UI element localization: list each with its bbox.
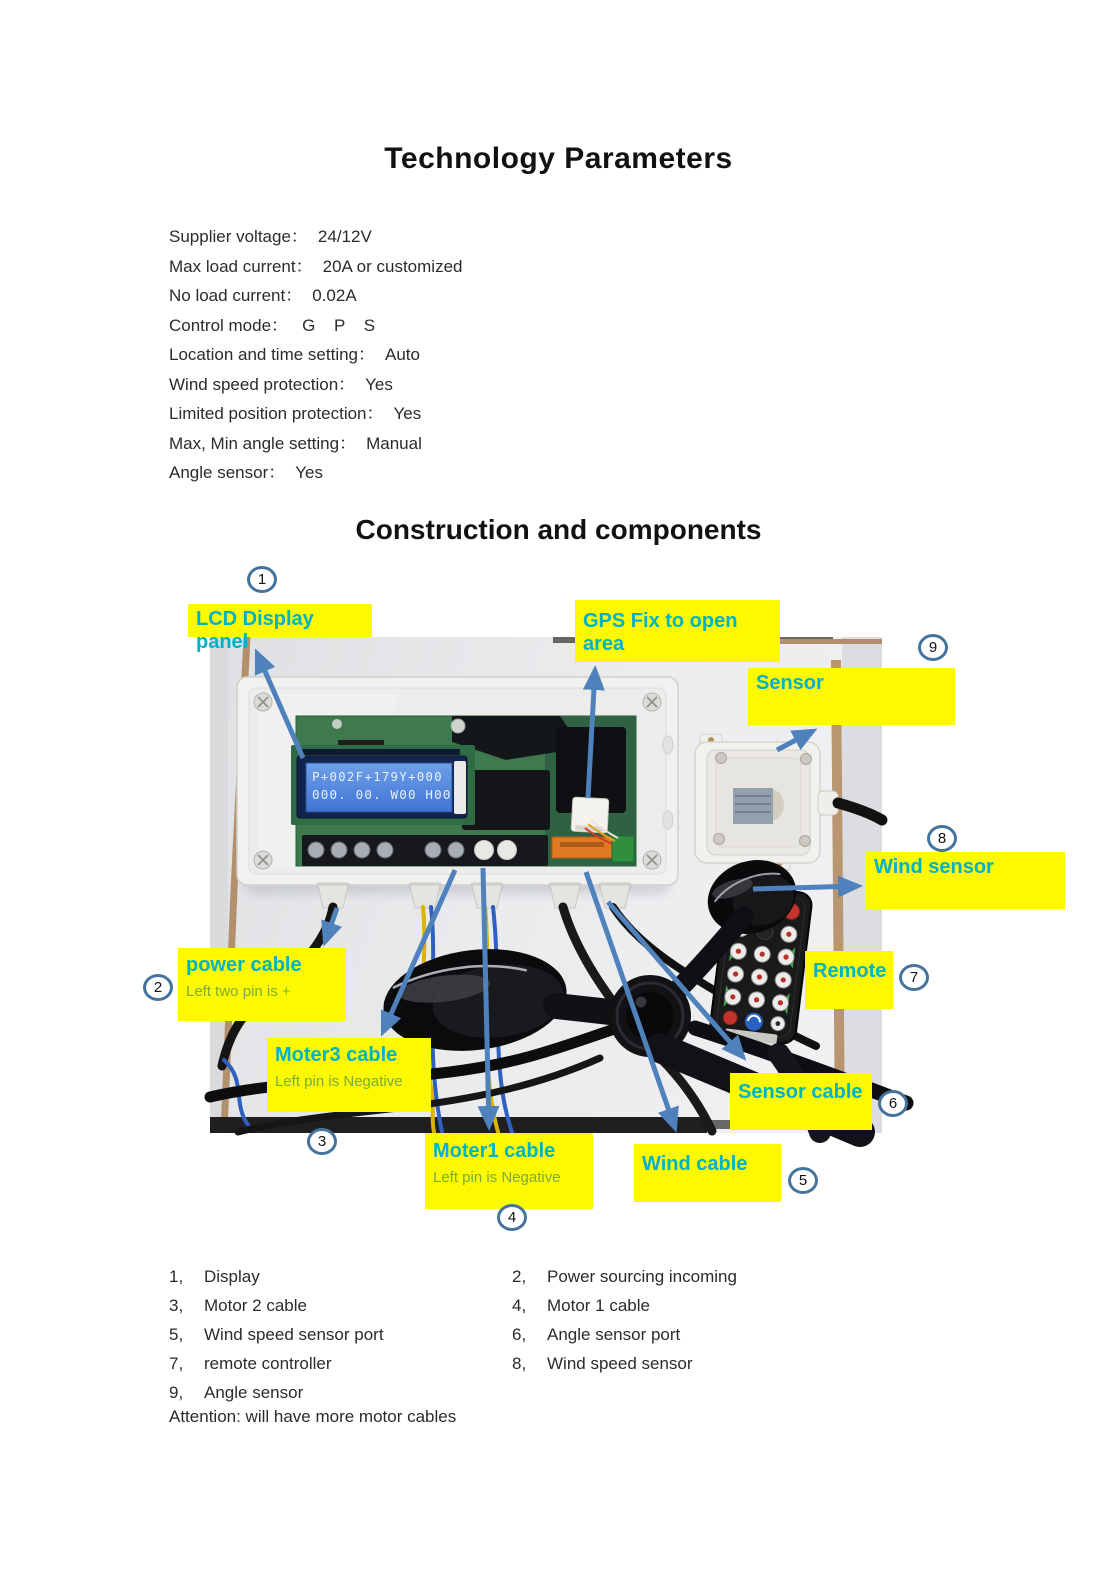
callout-circle-9: 9 <box>918 634 948 661</box>
param-line: Supplier voltage： 24/12V <box>169 227 372 246</box>
param-line: Control mode： G P S <box>169 315 383 335</box>
label-wind-sensor: Wind sensor <box>866 852 1065 909</box>
gps-module <box>571 797 609 833</box>
section-title: Construction and components <box>355 514 762 545</box>
param-line: Location and time setting： Auto <box>169 345 420 364</box>
legend-item: 8, Wind speed sensor <box>512 1354 693 1373</box>
callout-circle-5: 5 <box>788 1167 818 1194</box>
legend-item: 5, Wind speed sensor port <box>169 1325 384 1344</box>
label-wind-cable: Wind cable <box>634 1144 781 1202</box>
param-line: Max load current： 20A or customized <box>169 256 463 276</box>
label-moter1-cable: Moter1 cable Left pin is Negative <box>425 1133 593 1209</box>
legend-item: 6, Angle sensor port <box>512 1325 681 1344</box>
callout-circle-3: 3 <box>307 1128 337 1155</box>
param-line: Limited position protection： Yes <box>169 404 422 423</box>
legend-item: 2, Power sourcing incoming <box>512 1267 737 1286</box>
callout-circle-7: 7 <box>899 964 929 991</box>
param-line: No load current： 0.02A <box>169 286 357 305</box>
arrow-wind-sensor <box>753 886 858 889</box>
callout-circle-6: 6 <box>878 1090 908 1117</box>
legend-item: 4, Motor 1 cable <box>512 1296 650 1315</box>
param-line: Angle sensor： Yes <box>169 463 323 482</box>
label-moter3-cable: Moter3 cable Left pin is Negative <box>267 1038 431 1112</box>
lcd-line1: P+002F+179Y+000 <box>312 769 443 784</box>
legend-left-column <box>169 1262 384 1407</box>
label-sensor: Sensor <box>748 668 955 725</box>
legend-right-column <box>512 1262 737 1378</box>
legend-item: 9, Angle sensor <box>169 1383 304 1402</box>
attention-note: Attention: will have more motor cables <box>169 1407 457 1426</box>
page-title: Technology Parameters <box>384 142 733 175</box>
legend-item: 3, Motor 2 cable <box>169 1296 307 1315</box>
controller-box <box>237 677 678 908</box>
label-gps-fix: GPS Fix to open area <box>575 600 780 662</box>
lcd-line2: 000. 00. W00 H00 <box>312 787 452 802</box>
label-lcd-display-panel: LCD Display panel <box>188 604 372 637</box>
callout-circle-4: 4 <box>497 1204 527 1231</box>
parameters-list <box>169 222 462 488</box>
callout-circle-1: 1 <box>247 566 277 593</box>
legend-item: 7, remote controller <box>169 1354 332 1373</box>
label-remote: Remote <box>805 951 893 1009</box>
param-line: Max, Min angle setting： Manual <box>169 433 422 453</box>
param-line: Wind speed protection： Yes <box>169 374 393 394</box>
lcd-screen <box>291 745 475 825</box>
callout-circle-8: 8 <box>927 825 957 852</box>
label-sensor-cable: Sensor cable <box>730 1073 872 1130</box>
legend-item: 1, Display <box>169 1267 260 1286</box>
label-power-cable: power cable Left two pin is + <box>178 948 346 1021</box>
callout-circle-2: 2 <box>143 974 173 1001</box>
